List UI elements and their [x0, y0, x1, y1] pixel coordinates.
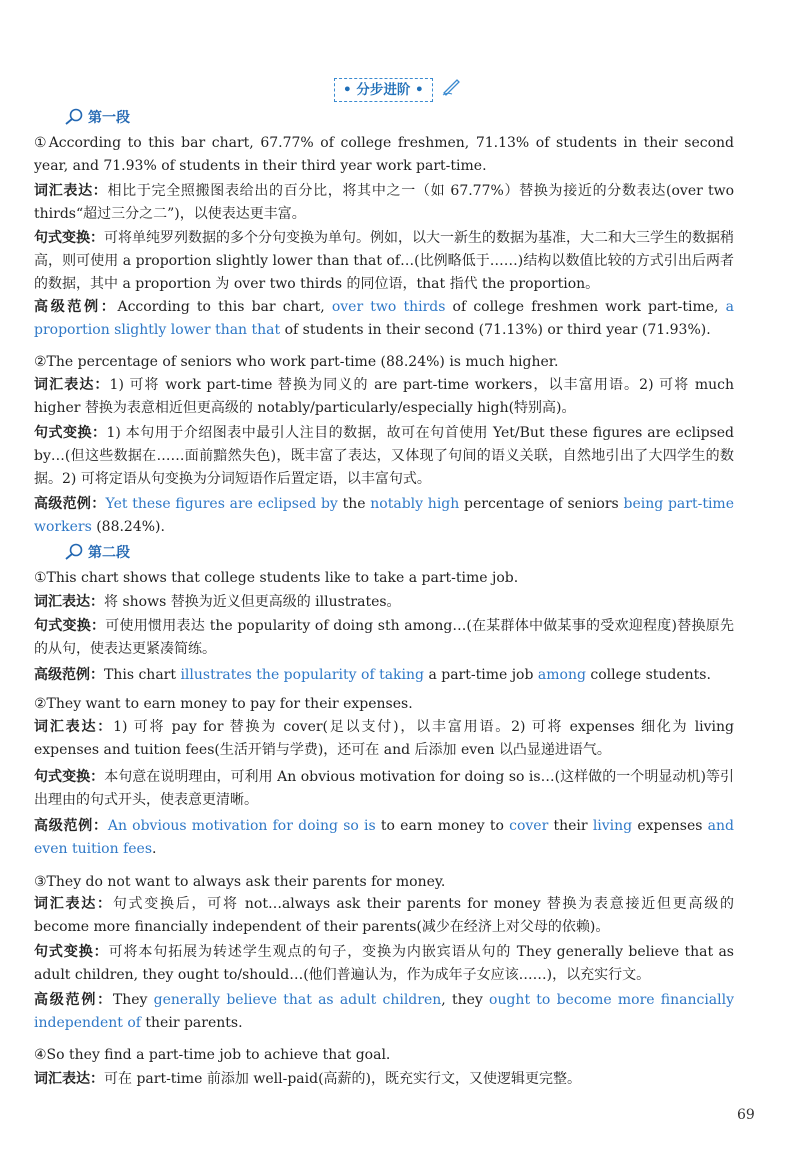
highlighted-phrase: among — [537, 667, 586, 683]
sentence-4: ②They want to earn money to pay for their expenses. — [34, 696, 413, 712]
example-text — [34, 992, 734, 1031]
text-segment: of students in their second (71.13%) or third year (71.93%). — [280, 322, 711, 338]
sentence-3: ①This chart shows that college students like to take a part-time job. — [34, 570, 519, 586]
highlighted-phrase: cover — [509, 818, 549, 834]
syntax-4: 句式变换：本句意在说明理由，可利用 An obvious motivation for doing so is…(这样做的一个明显动机)等引出理由的句式开头，使表意更清晰。 — [34, 769, 734, 808]
section-heading-1: 第一段 — [64, 107, 130, 130]
text-segment: to earn money to — [375, 818, 510, 834]
example-3: 高级范例：This chart illustrates the popularity of taking a part-time job among college students. — [34, 667, 711, 683]
text-segment: , they — [441, 992, 490, 1008]
vocab-5: 词汇表达：句式变换后，可将 not…always ask their parents for money 替换为表意接近但更高级的 become more financially independent of their parents(减少在经济上对父母的依赖)。 — [34, 896, 735, 935]
text-segment: the — [337, 496, 371, 512]
pen-icon — [441, 76, 461, 104]
example-4: 高级范例：An obvious motivation for doing so is to earn money to cover their living expenses and even tuition fees. — [34, 818, 734, 857]
text-segment: college students. — [585, 667, 711, 683]
text-segment: their parents. — [140, 1015, 243, 1031]
highlighted-phrase: illustrates the popularity of taking — [180, 667, 424, 683]
example-2: 高级范例：Yet these figures are eclipsed by the notably high percentage of seniors being part-time workers (88.24%). — [34, 496, 734, 535]
text-segment: expenses — [632, 818, 708, 834]
highlighted-phrase: living — [592, 818, 633, 834]
highlighted-phrase: a proportion slightly lower than that — [34, 299, 734, 338]
highlighted-phrase: being part-time workers — [34, 496, 734, 535]
example-text — [34, 299, 734, 338]
section-heading-2: 第二段 — [64, 542, 130, 565]
section-banner — [334, 76, 461, 100]
banner-label: • 分步进阶 • — [334, 78, 433, 102]
syntax-1: 句式变换：可将单纯罗列数据的多个分句变换为单句。例如，以大一新生的数据为基准，大二和大三学生的数据稍高，则可使用 a proportion slightly lower than that of…(比例略低于……)结构以数值比较的方式引出后两者的数据，其中 a proportion 为 over two thirds 的同位语，that 指代 the proportion。 — [34, 230, 734, 292]
highlighted-phrase: and even tuition fees — [34, 818, 734, 857]
syntax-2: 句式变换：1) 本句用于介绍图表中最引人注目的数据，故可在句首使用 Yet/But these figures are eclipsed by…(但这些数据在……面前黯然失色)，既丰富了表达，又体现了句间的语义关联，自然地引出了大四学生的数据。2) 可将定语从句变换为分词短语作后置定语，以丰富句式。 — [34, 425, 735, 487]
text-segment: of college freshmen work part-time, — [445, 299, 726, 315]
text-segment: (88.24%). — [91, 519, 165, 535]
example-text — [34, 818, 734, 857]
syntax-5: 句式变换：可将本句拓展为转述学生观点的句子，变换为内嵌宾语从句的 They generally believe that as adult children, they ought to/should…(他们普遍认为，作为成年子女应该……)，以充实行文。 — [34, 944, 734, 983]
vocab-6: 词汇表达：可在 part-time 前添加 well-paid(高薪的)，既充实行文，又使逻辑更完整。 — [34, 1071, 581, 1087]
text-segment: They — [112, 992, 154, 1008]
vocab-2: 词汇表达：1) 可将 work part-time 替换为同义的 are part-time workers，以丰富用语。2) 可将 much higher 替换为表意相近但更高级的 notably/particularly/especially high(特别高)。 — [34, 377, 734, 416]
vocab-1: 词汇表达：相比于完全照搬图表给出的百分比，将其中之一（如 67.77%）替换为接近的分数表达(over two thirds“超过三分之二”)，以使表达更丰富。 — [34, 183, 734, 222]
sentence-1: ①According to this bar chart, 67.77% of college freshmen, 71.13% of students in their second year, and 71.93% of students in their third year work part-time. — [34, 135, 734, 174]
text-segment: percentage of seniors — [459, 496, 624, 512]
vocab-3: 词汇表达：将 shows 替换为近义但更高级的 illustrates。 — [34, 594, 401, 610]
sentence-2: ②The percentage of seniors who work part-time (88.24%) is much higher. — [34, 354, 559, 370]
highlighted-phrase: An obvious motivation for doing so is — [107, 818, 376, 834]
highlighted-phrase: over two thirds — [331, 299, 446, 315]
page-number: 69 — [737, 1107, 755, 1123]
text-segment: their — [548, 818, 593, 834]
highlighted-phrase: ought to become more financially independent of — [34, 992, 735, 1031]
highlighted-phrase: Yet these figures are eclipsed by — [105, 496, 338, 512]
highlighted-phrase: notably high — [370, 496, 460, 512]
example-text — [34, 496, 734, 535]
example-text — [104, 667, 711, 683]
sentence-5: ③They do not want to always ask their parents for money. — [34, 874, 446, 890]
sentence-6: ④So they find a part-time job to achieve that goal. — [34, 1047, 391, 1063]
vocab-4: 词汇表达：1) 可将 pay for 替换为 cover(足以支付)，以丰富用语。2) 可将 expenses 细化为 living expenses and tuition fees(生活开销与学费)，还可在 and 后添加 even 以凸显递进语气。 — [34, 719, 735, 758]
text-segment: . — [152, 841, 157, 857]
highlighted-phrase: generally believe that as adult children — [153, 992, 442, 1008]
example-1: 高级范例：According to this bar chart, over two thirds of college freshmen work part-time, a proportion slightly lower than that of students in their second (71.13%) or third year (71.93%). — [34, 299, 734, 338]
text-segment: This chart — [104, 667, 181, 683]
syntax-3: 句式变换：可使用惯用表达 the popularity of doing sth among…(在某群体中做某事的受欢迎程度)替换原先的从句，使表达更紧凑简练。 — [34, 618, 734, 657]
text-segment: According to this bar chart, — [117, 299, 332, 315]
text-segment: a part-time job — [424, 667, 538, 683]
magnifier-icon — [64, 543, 84, 561]
magnifier-icon — [64, 108, 84, 126]
example-5: 高级范例：They generally believe that as adult children, they ought to become more financially independent of their parents. — [34, 992, 735, 1031]
